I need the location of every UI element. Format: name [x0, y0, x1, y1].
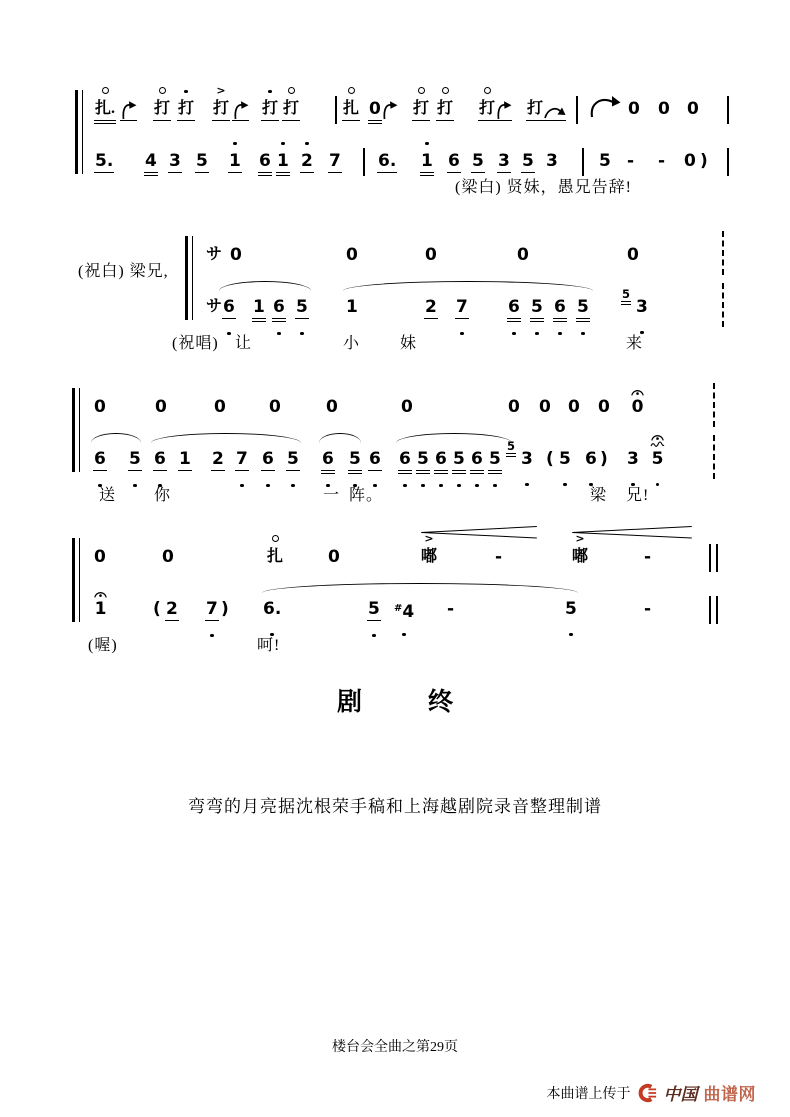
- glyph: 扎: [267, 548, 284, 565]
- note-cell: [420, 132, 434, 189]
- lyrics-row: [86, 632, 732, 660]
- ring-mark-icon: [102, 87, 109, 98]
- note-cell: [195, 132, 209, 189]
- glyph: #4: [394, 602, 415, 622]
- glyph: 6: [585, 449, 597, 469]
- attribution-note: 弯弯的月亮据沈根荣手稿和上海越剧院录音整理制谱: [188, 797, 602, 816]
- sharp-sign: #: [394, 603, 403, 614]
- note-cell: [507, 278, 521, 335]
- rest-cell: [567, 378, 581, 434]
- rest-row: [86, 378, 732, 430]
- oct-mark-icon: [305, 142, 308, 150]
- note-cell: [94, 132, 114, 189]
- glyph: 5: [531, 297, 543, 317]
- lyric-syllable: 让: [235, 335, 253, 352]
- rest-cell: [630, 378, 645, 434]
- glyph: 0: [269, 397, 281, 417]
- percussion-row: [89, 80, 740, 132]
- note-cell: [220, 580, 230, 636]
- note-cell: [328, 132, 342, 189]
- staves: [72, 528, 732, 632]
- dashed-barline: [722, 283, 724, 327]
- ornament-hook-icon: [120, 100, 137, 121]
- note-cell: [153, 80, 171, 137]
- dot-mark-icon: [184, 90, 187, 98]
- note-cell: [348, 430, 362, 487]
- note-cell: [470, 430, 484, 487]
- lyric-syllable: 一: [323, 487, 341, 504]
- glyph: 6: [554, 297, 566, 317]
- rest-cell: [400, 378, 414, 434]
- note-cell: [222, 278, 236, 335]
- note-cell: [177, 80, 195, 137]
- end-title: [0, 682, 790, 718]
- glyph: 2: [166, 599, 178, 619]
- note-cell: [599, 430, 609, 486]
- rest-cell: [538, 378, 552, 434]
- rest-cell: [686, 80, 700, 136]
- label-zhu-spoken: (祝白) 梁兄,: [78, 263, 169, 280]
- glyph: 打: [526, 98, 544, 121]
- melody-row: [89, 132, 740, 184]
- quputang-logo-icon: [637, 1083, 658, 1103]
- glyph: 5: [507, 439, 516, 453]
- ring-mark-icon: [484, 87, 491, 98]
- rest-cell: [213, 378, 227, 434]
- note-cell: [205, 580, 219, 637]
- glyph: 打: [282, 98, 300, 121]
- glyph: 0: [658, 99, 670, 119]
- barline: [727, 148, 729, 176]
- note-cell: [520, 430, 534, 486]
- note-cell: [452, 430, 466, 487]
- staves: [72, 378, 732, 482]
- glyph: 5: [599, 151, 611, 171]
- glyph: 5.: [95, 151, 114, 171]
- note-cell: [553, 278, 567, 335]
- note-cell: [436, 80, 454, 137]
- lyric-syllable: 你: [154, 487, 172, 504]
- note-cell: [558, 430, 572, 486]
- note-cell: [420, 528, 438, 584]
- note-cell: [412, 80, 430, 137]
- trillferm-mark-icon: [650, 432, 665, 448]
- glyph: 6: [448, 151, 460, 171]
- glyph: 6: [259, 151, 271, 171]
- final-barline: [709, 596, 718, 624]
- glyph: サ: [206, 298, 223, 315]
- note-cell: [93, 430, 107, 487]
- glyph: 5: [129, 449, 141, 469]
- note-cell: [416, 430, 430, 487]
- note-cell: [342, 80, 360, 137]
- glyph: 嘟: [572, 548, 589, 565]
- rest-cell: [368, 80, 382, 137]
- glyph: 0: [326, 397, 338, 417]
- glyph: 5: [368, 599, 380, 619]
- note-cell: [276, 132, 290, 189]
- final-barline: [709, 544, 718, 572]
- lyric-syllable: 阵。: [349, 487, 384, 504]
- lyric-syllable: 兄!: [626, 487, 650, 504]
- note-cell: [571, 528, 589, 584]
- glyph: (: [153, 599, 161, 619]
- note-cell: [424, 278, 438, 335]
- lyric-syllable: (祝唱): [172, 335, 219, 352]
- site-name-light: 曲谱网: [703, 1085, 756, 1104]
- note-cell: [144, 132, 158, 189]
- melody-row: [86, 430, 732, 482]
- note-cell: [650, 430, 665, 486]
- glyph: 打: [436, 98, 454, 121]
- glyph: 0: [687, 99, 699, 119]
- glyph: 6.: [378, 151, 397, 171]
- note-cell: [643, 528, 652, 584]
- glyph: 扎: [342, 98, 360, 121]
- glyph: 6: [273, 297, 285, 317]
- glyph: 5: [559, 449, 571, 469]
- rest-cell: [93, 378, 107, 434]
- slur-arc: [151, 433, 301, 444]
- lyrics-row: [172, 330, 745, 358]
- note-cell: [345, 278, 359, 334]
- glyph: 5: [296, 297, 308, 317]
- oct-mark-icon: [281, 142, 284, 150]
- glyph: 7: [329, 151, 341, 171]
- oct-mark-icon: [233, 142, 236, 150]
- note-cell: [128, 430, 142, 487]
- rest-cell: [657, 80, 671, 136]
- ornament-big-icon: [587, 92, 625, 120]
- note-cell: [178, 430, 192, 487]
- upload-bar: [547, 1080, 757, 1105]
- glyph: 6: [508, 297, 520, 317]
- dialog-liang-spoken: (梁白) 贤妹，愚兄告辞!: [455, 179, 632, 196]
- note-cell: [368, 430, 382, 487]
- glyph: 5: [417, 449, 429, 469]
- glyph: サ: [206, 246, 223, 263]
- staves: [185, 226, 745, 330]
- note-cell: [657, 132, 666, 188]
- rest-cell: [154, 378, 168, 434]
- note-cell: [212, 80, 230, 137]
- note-cell: [393, 580, 415, 636]
- glyph: -: [447, 599, 455, 619]
- music-system-1: [75, 80, 740, 184]
- glyph: 0: [568, 397, 580, 417]
- glyph: 4: [145, 151, 157, 171]
- footer-page-label: 楼台会全曲之第29页: [332, 1040, 458, 1055]
- ring-mark-icon: [418, 87, 425, 98]
- lyric-syllable: 送: [99, 487, 117, 504]
- glyph: 6: [399, 449, 411, 469]
- rest-row: [199, 226, 745, 278]
- glyph: 1: [421, 151, 433, 171]
- glyph: 6: [262, 449, 274, 469]
- glyph: 6: [94, 449, 106, 469]
- ring-mark-icon: [159, 87, 166, 98]
- rest-cell: [93, 528, 107, 584]
- glyph: 5: [522, 151, 534, 171]
- ornament-hook-icon: [232, 100, 249, 121]
- glyph: 0: [631, 397, 644, 417]
- note-cell: [93, 580, 108, 636]
- acc-mark-icon: >: [424, 532, 434, 545]
- glyph: -: [627, 151, 635, 171]
- glyph: 0: [401, 397, 413, 417]
- rest-cell: [229, 226, 243, 282]
- glyph: ): [600, 449, 608, 469]
- glyph: 嘟: [421, 548, 438, 565]
- glyph: 打: [153, 98, 171, 121]
- glyph: 0: [162, 547, 174, 567]
- glyph: 5: [489, 449, 501, 469]
- glyph: 3: [627, 449, 639, 469]
- glyph: 6: [369, 449, 381, 469]
- glyph: ): [700, 151, 708, 171]
- glyph: 0: [517, 245, 529, 265]
- glyph: 打: [412, 98, 430, 121]
- note-cell: [258, 132, 272, 189]
- glyph: ): [221, 599, 229, 619]
- ring-mark-icon: [442, 87, 449, 98]
- crescendo-hairpin-icon: [571, 525, 693, 539]
- note-cell: [488, 430, 502, 487]
- music-system-4: [72, 528, 732, 660]
- glyph: 0: [94, 547, 106, 567]
- note-cell: [621, 269, 631, 318]
- ring-mark-icon: [348, 87, 355, 98]
- glyph: 6: [154, 449, 166, 469]
- glyph: 0: [598, 397, 610, 417]
- melody-row: [86, 580, 732, 632]
- lyric-syllable: 妹: [400, 335, 418, 352]
- lyric-syllable: 来: [626, 335, 644, 352]
- glyph: 2: [301, 151, 313, 171]
- percussion-row: [86, 528, 732, 580]
- rest-cell: [424, 226, 438, 282]
- glyph: 3: [546, 151, 558, 171]
- glyph: 打: [212, 98, 230, 121]
- note-cell: [266, 528, 284, 584]
- glyph: 0: [94, 397, 106, 417]
- rest-cell: [327, 528, 341, 584]
- acc-mark-icon: >: [216, 84, 226, 97]
- rest-cell: [161, 528, 175, 584]
- acc-mark-icon: >: [575, 532, 585, 545]
- barline: [727, 96, 729, 124]
- note-cell: [295, 278, 309, 335]
- note-cell: [262, 580, 282, 636]
- glyph: -: [644, 599, 652, 619]
- note-cell: [545, 430, 555, 486]
- rest-cell: [345, 226, 359, 282]
- music-system-2: [172, 226, 745, 358]
- note-cell: [205, 226, 223, 282]
- site-name-bold: 中国: [663, 1085, 698, 1104]
- note-cell: [635, 278, 649, 334]
- note-cell: [282, 80, 300, 137]
- ornament-hook-icon: [381, 100, 398, 120]
- glyph: 0: [214, 397, 226, 417]
- barline: [335, 96, 337, 124]
- note-cell: [152, 580, 162, 636]
- upload-prefix: 本曲谱上传于: [546, 1086, 631, 1102]
- lyric-syllable: 小: [343, 335, 361, 352]
- glyph: 5: [472, 151, 484, 171]
- note-cell: [300, 132, 314, 189]
- ring-mark-icon: [288, 87, 295, 98]
- barline: [576, 96, 578, 124]
- glyph: 0: [230, 245, 242, 265]
- note-cell: [272, 278, 286, 335]
- note-cell: [286, 430, 300, 487]
- note-cell: [494, 528, 503, 584]
- note-cell: [168, 132, 182, 189]
- melody-row: [199, 278, 745, 330]
- glyph: 6.: [263, 599, 282, 619]
- note-cell: [564, 580, 578, 636]
- note-cell: [261, 430, 275, 487]
- lyric-syllable: 梁: [590, 487, 608, 504]
- glyph: 3: [169, 151, 181, 171]
- rest-cell: [627, 80, 641, 136]
- note-cell: [526, 80, 544, 137]
- glyph: 3: [521, 449, 533, 469]
- note-cell: [434, 430, 448, 487]
- glyph: 1: [253, 297, 265, 317]
- barline: [582, 148, 584, 176]
- dashed-barline: [713, 435, 715, 479]
- glyph: 1: [179, 449, 191, 469]
- note-cell: [367, 580, 381, 637]
- note-cell: [530, 278, 544, 335]
- note-cell: [228, 132, 242, 189]
- glyph: 5: [622, 287, 631, 301]
- note-cell: [252, 278, 266, 335]
- glyph: 6: [223, 297, 235, 317]
- slur-arc: [262, 583, 578, 594]
- barline: [363, 148, 365, 176]
- lyric-syllable: (喔): [88, 637, 118, 654]
- note-cell: [584, 430, 598, 486]
- end-title-left: 剧: [336, 689, 362, 716]
- note-cell: [398, 430, 412, 487]
- note-cell: [153, 430, 167, 487]
- rest-cell: [597, 378, 611, 434]
- glyph: 0: [628, 99, 640, 119]
- glyph: 5: [349, 449, 361, 469]
- note-cell: [321, 430, 335, 487]
- glyph: 7: [206, 599, 218, 619]
- ferm-mark-icon: [630, 387, 645, 396]
- glyph: 打: [478, 98, 496, 121]
- dashed-barline: [722, 231, 724, 275]
- glyph: 0: [684, 151, 696, 171]
- glyph: 7: [456, 297, 468, 317]
- ring-mark-icon: [272, 535, 279, 546]
- note-cell: [643, 580, 652, 636]
- glyph: 3: [636, 297, 648, 317]
- ornament-flat-icon: [543, 100, 566, 121]
- glyph: 1: [229, 151, 241, 171]
- glyph: 1: [346, 297, 358, 317]
- lyric-syllable: 呵!: [257, 637, 281, 654]
- note-cell: [205, 278, 223, 334]
- music-system-3: [72, 378, 732, 510]
- glyph: -: [658, 151, 666, 171]
- glyph: 打: [177, 98, 195, 121]
- glyph: -: [495, 547, 503, 567]
- end-title-right: 终: [428, 689, 454, 716]
- ferm-mark-icon: [93, 589, 108, 598]
- glyph: -: [644, 547, 652, 567]
- note-cell: [211, 430, 225, 487]
- glyph: 6: [322, 449, 334, 469]
- glyph: 0: [328, 547, 340, 567]
- dot-mark-icon: [268, 90, 271, 98]
- note-cell: [699, 132, 709, 188]
- note-cell: [626, 430, 640, 486]
- note-cell: [455, 278, 469, 335]
- note-cell: [506, 421, 516, 470]
- note-cell: [261, 80, 279, 137]
- glyph: 0: [627, 245, 639, 265]
- note-cell: [235, 430, 249, 487]
- glyph: 3: [498, 151, 510, 171]
- staves: [75, 80, 740, 184]
- glyph: 5: [577, 297, 589, 317]
- glyph: 0: [346, 245, 358, 265]
- glyph: 打: [261, 98, 279, 121]
- glyph: 5: [287, 449, 299, 469]
- note-cell: [94, 80, 116, 137]
- rest-cell: [516, 226, 530, 282]
- glyph: 0: [508, 397, 520, 417]
- glyph: 1: [94, 599, 107, 619]
- note-cell: [478, 80, 496, 137]
- glyph: 0: [369, 99, 381, 119]
- glyph: 6: [435, 449, 447, 469]
- dashed-barline: [713, 383, 715, 427]
- glyph: 5: [565, 599, 577, 619]
- oct-mark-icon: [425, 142, 428, 150]
- note-cell: [377, 132, 397, 189]
- ornament-hook-icon: [495, 100, 512, 121]
- glyph: 5: [651, 449, 664, 469]
- glyph: 扎.: [94, 98, 116, 121]
- glyph: 2: [212, 449, 224, 469]
- glyph: 0: [155, 397, 167, 417]
- glyph: 7: [236, 449, 248, 469]
- lyrics-row: [86, 482, 732, 510]
- note-cell: [576, 278, 590, 335]
- glyph: 5: [453, 449, 465, 469]
- glyph: 2: [425, 297, 437, 317]
- glyph: (: [546, 449, 554, 469]
- rest-cell: [268, 378, 282, 434]
- glyph: 1: [277, 151, 289, 171]
- glyph: 6: [471, 449, 483, 469]
- glyph: 0: [539, 397, 551, 417]
- glyph: 5: [196, 151, 208, 171]
- rest-cell: [683, 132, 697, 188]
- glyph: 0: [425, 245, 437, 265]
- note-cell: [165, 580, 179, 637]
- note-cell: [446, 580, 455, 636]
- rest-cell: [325, 378, 339, 434]
